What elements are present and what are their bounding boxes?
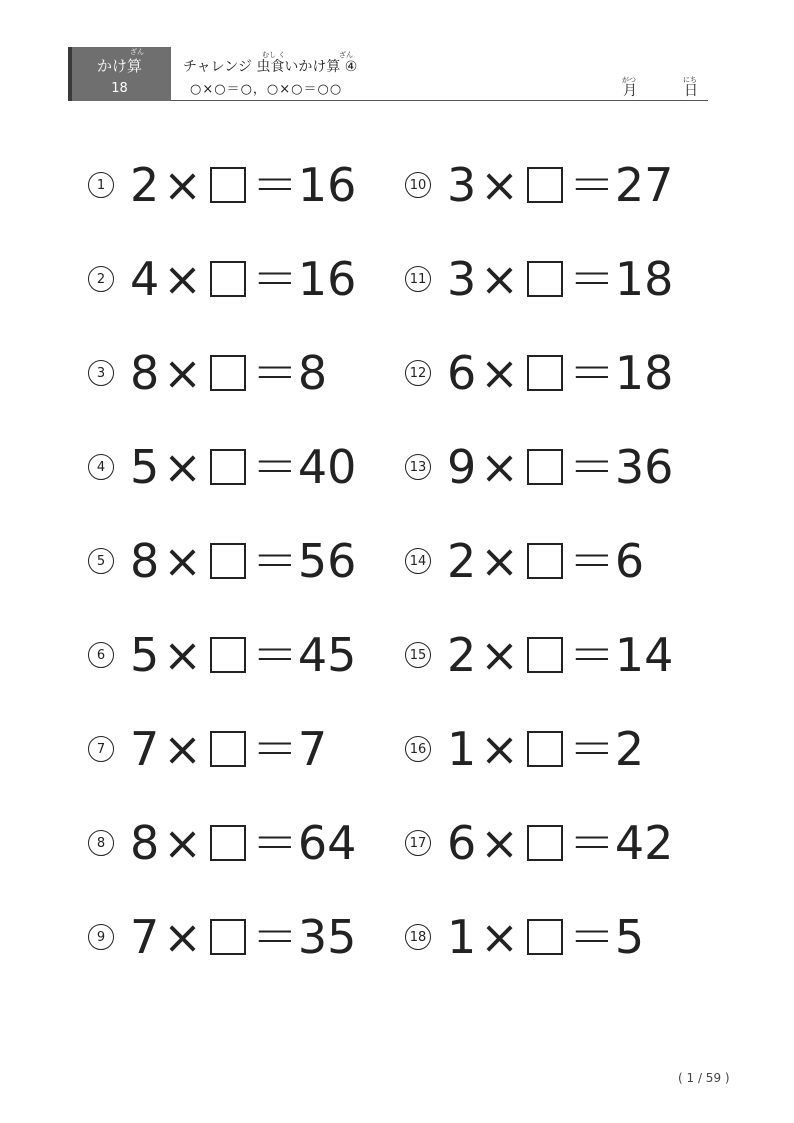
problem-expression: [447, 346, 674, 400]
worksheet-number: 18: [111, 81, 128, 96]
equals-sign: ＝: [568, 628, 615, 682]
problem-expression: [447, 628, 674, 682]
times-sign: ×: [163, 534, 202, 588]
times-sign: ×: [163, 628, 202, 682]
problem-number: 1: [88, 172, 114, 198]
answer-box[interactable]: [527, 919, 563, 955]
multiplicand: 1: [447, 722, 477, 776]
day-label: 日: [684, 83, 698, 99]
problem-number: 16: [405, 736, 431, 762]
multiplicand: 5: [130, 440, 160, 494]
product: 56: [297, 534, 357, 588]
times-sign: ×: [163, 346, 202, 400]
problem-expression: [130, 816, 357, 870]
multiplicand: 5: [130, 628, 160, 682]
problem-number: 15: [405, 642, 431, 668]
equals-sign: ＝: [251, 534, 298, 588]
multiplicand: 6: [447, 346, 477, 400]
product: 18: [614, 252, 674, 306]
times-sign: ×: [163, 910, 202, 964]
equals-sign: ＝: [568, 346, 615, 400]
product: 42: [614, 816, 674, 870]
multiplicand: 8: [130, 534, 160, 588]
title-ruby-zan: ざん: [339, 51, 353, 59]
product: 36: [614, 440, 674, 494]
times-sign: ×: [480, 628, 519, 682]
times-sign: ×: [480, 346, 519, 400]
problem-expression: [447, 440, 674, 494]
problem-expression: [130, 346, 328, 400]
problem-number: 6: [88, 642, 114, 668]
product: 2: [614, 722, 645, 776]
problem-item: [405, 529, 644, 593]
equals-sign: ＝: [251, 252, 298, 306]
times-sign: ×: [163, 158, 202, 212]
problem-number: 17: [405, 830, 431, 856]
multiplicand: 4: [130, 252, 160, 306]
times-sign: ×: [480, 910, 519, 964]
page-title: チャレンジ 虫食いかけ算 ④: [183, 59, 358, 75]
answer-box[interactable]: [527, 449, 563, 485]
equals-sign: ＝: [568, 534, 615, 588]
problem-number: 7: [88, 736, 114, 762]
problem-expression: [447, 252, 674, 306]
equals-sign: ＝: [251, 158, 298, 212]
problem-item: [88, 717, 327, 781]
problem-number: 18: [405, 924, 431, 950]
multiplicand: 7: [130, 910, 160, 964]
answer-box[interactable]: [210, 449, 246, 485]
problem-item: [405, 153, 673, 217]
answer-box[interactable]: [527, 261, 563, 297]
answer-box[interactable]: [527, 825, 563, 861]
page-subtitle: ○×○＝○，○×○＝○○: [190, 82, 343, 97]
answer-box[interactable]: [210, 261, 246, 297]
multiplicand: 7: [130, 722, 160, 776]
product: 18: [614, 346, 674, 400]
problem-number: 14: [405, 548, 431, 574]
problem-item: [88, 435, 356, 499]
product: 14: [614, 628, 674, 682]
problem-item: [405, 811, 673, 875]
multiplicand: 8: [130, 816, 160, 870]
problem-expression: [130, 158, 357, 212]
answer-box[interactable]: [210, 355, 246, 391]
problem-expression: [447, 158, 674, 212]
answer-box[interactable]: [210, 637, 246, 673]
category-ruby: ざん: [130, 48, 144, 56]
problem-expression: [130, 628, 357, 682]
product: 16: [297, 158, 357, 212]
problem-item: [405, 623, 673, 687]
answer-box[interactable]: [527, 543, 563, 579]
problem-expression: [447, 722, 645, 776]
times-sign: ×: [480, 158, 519, 212]
equals-sign: ＝: [568, 158, 615, 212]
problem-item: [88, 623, 356, 687]
product: 40: [297, 440, 357, 494]
answer-box[interactable]: [527, 731, 563, 767]
equals-sign: ＝: [251, 628, 298, 682]
times-sign: ×: [163, 816, 202, 870]
times-sign: ×: [163, 722, 202, 776]
problem-expression: [447, 816, 674, 870]
header-tab: [68, 47, 171, 101]
problem-item: [405, 717, 644, 781]
multiplicand: 3: [447, 252, 477, 306]
multiplicand: 2: [130, 158, 160, 212]
multiplicand: 3: [447, 158, 477, 212]
multiplicand: 6: [447, 816, 477, 870]
times-sign: ×: [480, 534, 519, 588]
problem-expression: [130, 252, 357, 306]
problem-number: 9: [88, 924, 114, 950]
equals-sign: ＝: [568, 816, 615, 870]
multiplicand: 9: [447, 440, 477, 494]
product: 7: [297, 722, 328, 776]
multiplicand: 2: [447, 534, 477, 588]
times-sign: ×: [163, 252, 202, 306]
title-ruby-mushi: むし く: [262, 51, 286, 59]
product: 5: [614, 910, 645, 964]
header-divider: [171, 100, 708, 101]
problem-expression: [447, 534, 645, 588]
product: 16: [297, 252, 357, 306]
answer-box[interactable]: [210, 919, 246, 955]
problem-expression: [130, 440, 357, 494]
times-sign: ×: [480, 440, 519, 494]
problem-number: 11: [405, 266, 431, 292]
problem-item: [88, 905, 356, 969]
product: 45: [297, 628, 357, 682]
equals-sign: ＝: [568, 440, 615, 494]
problem-number: 2: [88, 266, 114, 292]
answer-box[interactable]: [210, 825, 246, 861]
multiplicand: 2: [447, 628, 477, 682]
equals-sign: ＝: [251, 722, 298, 776]
problem-item: [88, 529, 356, 593]
problem-number: 8: [88, 830, 114, 856]
problem-number: 5: [88, 548, 114, 574]
category-label: かけ算: [96, 57, 142, 75]
month-label: 月: [623, 83, 637, 99]
problem-item: [405, 905, 644, 969]
problem-expression: [130, 534, 357, 588]
product: 64: [297, 816, 357, 870]
problem-item: [88, 341, 327, 405]
problem-item: [88, 153, 356, 217]
equals-sign: ＝: [568, 252, 615, 306]
equals-sign: ＝: [251, 910, 298, 964]
problem-item: [405, 341, 673, 405]
problem-number: 12: [405, 360, 431, 386]
multiplicand: 1: [447, 910, 477, 964]
times-sign: ×: [480, 252, 519, 306]
times-sign: ×: [480, 722, 519, 776]
answer-box[interactable]: [527, 637, 563, 673]
product: 6: [614, 534, 645, 588]
month-ruby: がつ: [622, 76, 636, 84]
problem-item: [88, 247, 356, 311]
problem-item: [88, 811, 356, 875]
answer-box[interactable]: [210, 167, 246, 203]
day-ruby: にち: [683, 76, 697, 84]
problem-number: 4: [88, 454, 114, 480]
equals-sign: ＝: [568, 722, 615, 776]
page-number: ( 1 / 59 ): [678, 1071, 730, 1085]
equals-sign: ＝: [568, 910, 615, 964]
answer-box[interactable]: [527, 355, 563, 391]
times-sign: ×: [480, 816, 519, 870]
product: 35: [297, 910, 357, 964]
multiplicand: 8: [130, 346, 160, 400]
equals-sign: ＝: [251, 440, 298, 494]
times-sign: ×: [163, 440, 202, 494]
answer-box[interactable]: [527, 167, 563, 203]
problem-item: [405, 435, 673, 499]
problem-number: 10: [405, 172, 431, 198]
product: 8: [297, 346, 328, 400]
answer-box[interactable]: [210, 731, 246, 767]
problem-item: [405, 247, 673, 311]
problem-number: 3: [88, 360, 114, 386]
problem-number: 13: [405, 454, 431, 480]
problem-expression: [130, 910, 357, 964]
problem-expression: [447, 910, 645, 964]
product: 27: [614, 158, 674, 212]
equals-sign: ＝: [251, 346, 298, 400]
answer-box[interactable]: [210, 543, 246, 579]
equals-sign: ＝: [251, 816, 298, 870]
problem-expression: [130, 722, 328, 776]
